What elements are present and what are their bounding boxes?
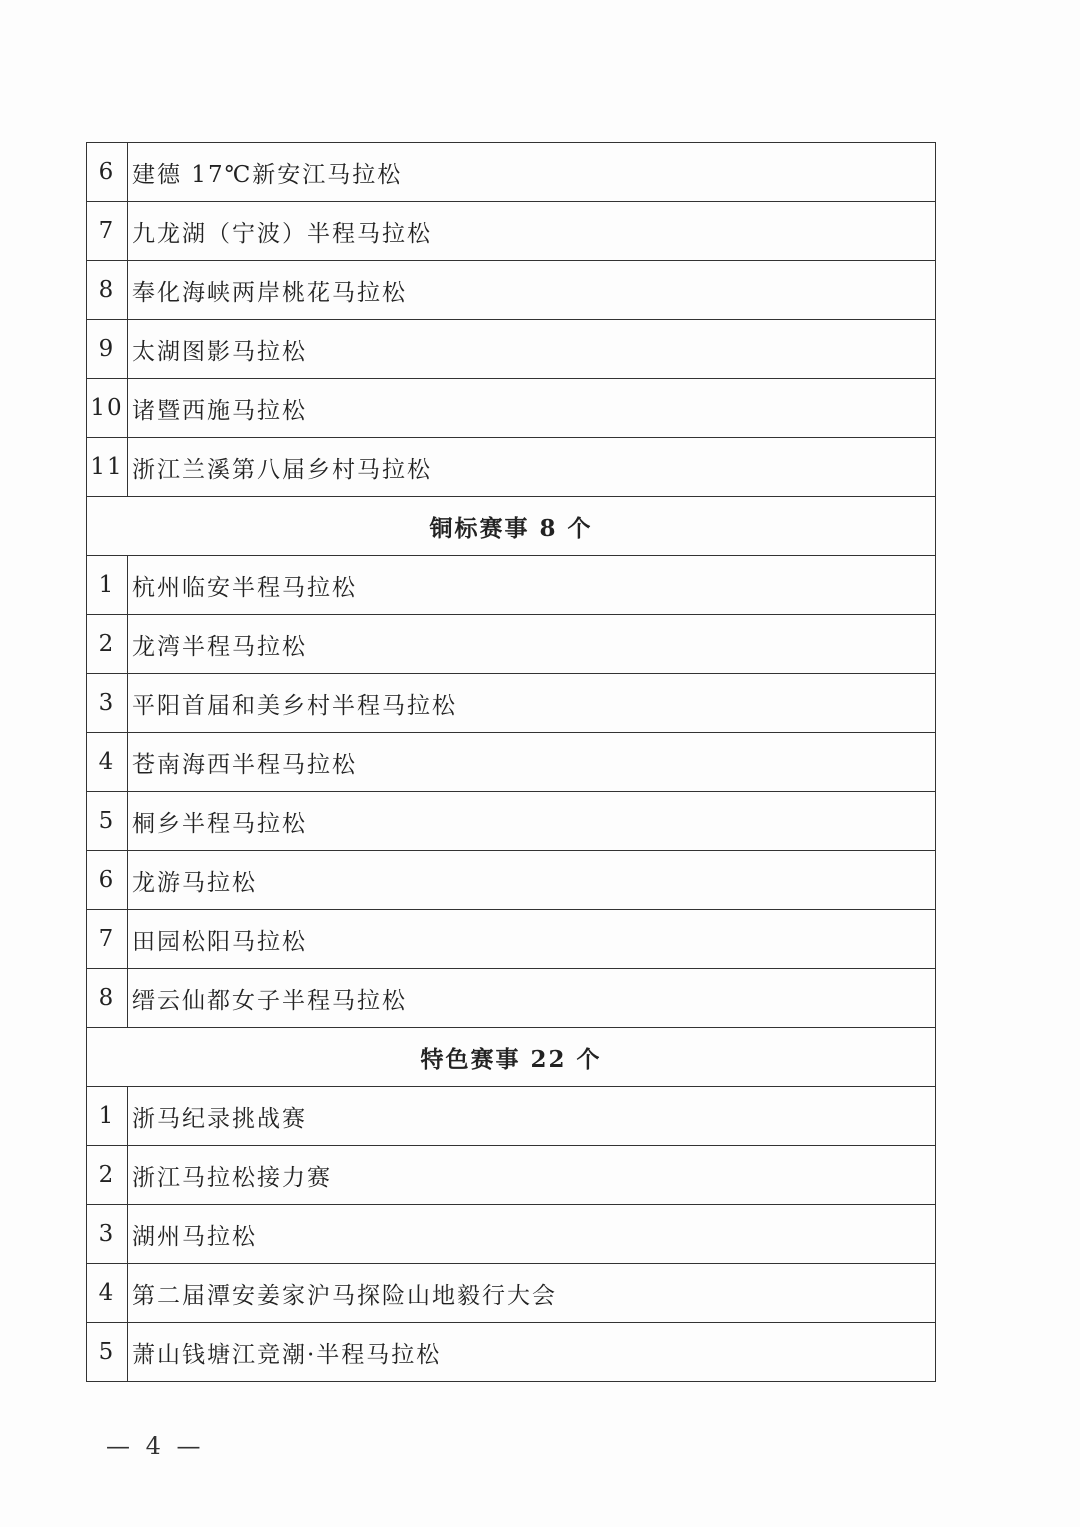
section-header-row xyxy=(87,497,936,556)
table-row xyxy=(87,438,936,497)
event-name: 缙云仙都女子半程马拉松 xyxy=(128,969,936,1028)
row-number: 3 xyxy=(87,1205,128,1264)
table-row xyxy=(87,202,936,261)
event-name: 奉化海峡两岸桃花马拉松 xyxy=(128,261,936,320)
row-number: 5 xyxy=(87,1323,128,1382)
row-number: 5 xyxy=(87,792,128,851)
row-number: 4 xyxy=(87,1264,128,1323)
table-row xyxy=(87,1146,936,1205)
events-table xyxy=(86,142,936,1382)
event-name: 湖州马拉松 xyxy=(128,1205,936,1264)
row-number: 10 xyxy=(87,379,128,438)
table-row xyxy=(87,261,936,320)
event-name: 太湖图影马拉松 xyxy=(128,320,936,379)
table-row xyxy=(87,379,936,438)
table-row xyxy=(87,969,936,1028)
table-row xyxy=(87,851,936,910)
row-number: 8 xyxy=(87,969,128,1028)
event-name: 浙江马拉松接力赛 xyxy=(128,1146,936,1205)
row-number: 1 xyxy=(87,556,128,615)
event-name: 建德 17℃新安江马拉松 xyxy=(128,143,936,202)
row-number: 2 xyxy=(87,1146,128,1205)
table-row xyxy=(87,615,936,674)
event-name: 第二届潭安姜家沪马探险山地毅行大会 xyxy=(128,1264,936,1323)
table-row xyxy=(87,143,936,202)
event-name: 浙江兰溪第八届乡村马拉松 xyxy=(128,438,936,497)
row-number: 1 xyxy=(87,1087,128,1146)
event-name: 浙马纪录挑战赛 xyxy=(128,1087,936,1146)
row-number: 6 xyxy=(87,143,128,202)
event-name: 萧山钱塘江竞潮·半程马拉松 xyxy=(128,1323,936,1382)
event-name: 杭州临安半程马拉松 xyxy=(128,556,936,615)
row-number: 11 xyxy=(87,438,128,497)
table-row xyxy=(87,1087,936,1146)
event-name: 龙游马拉松 xyxy=(128,851,936,910)
section-header-bronze: 铜标赛事 8 个 xyxy=(87,497,936,556)
section-header-row xyxy=(87,1028,936,1087)
event-name: 桐乡半程马拉松 xyxy=(128,792,936,851)
row-number: 8 xyxy=(87,261,128,320)
event-name: 九龙湖（宁波）半程马拉松 xyxy=(128,202,936,261)
table-row xyxy=(87,910,936,969)
section-header-special: 特色赛事 22 个 xyxy=(87,1028,936,1087)
page-number: — 4 — xyxy=(106,1432,205,1460)
row-number: 7 xyxy=(87,202,128,261)
event-name: 平阳首届和美乡村半程马拉松 xyxy=(128,674,936,733)
event-name: 诸暨西施马拉松 xyxy=(128,379,936,438)
row-number: 4 xyxy=(87,733,128,792)
event-name: 田园松阳马拉松 xyxy=(128,910,936,969)
table-row xyxy=(87,1264,936,1323)
table-row xyxy=(87,792,936,851)
row-number: 3 xyxy=(87,674,128,733)
table-row xyxy=(87,556,936,615)
event-name: 苍南海西半程马拉松 xyxy=(128,733,936,792)
table-row xyxy=(87,320,936,379)
row-number: 2 xyxy=(87,615,128,674)
row-number: 9 xyxy=(87,320,128,379)
table-row xyxy=(87,1205,936,1264)
row-number: 7 xyxy=(87,910,128,969)
table-row xyxy=(87,1323,936,1382)
table-row xyxy=(87,733,936,792)
event-name: 龙湾半程马拉松 xyxy=(128,615,936,674)
row-number: 6 xyxy=(87,851,128,910)
table-row xyxy=(87,674,936,733)
